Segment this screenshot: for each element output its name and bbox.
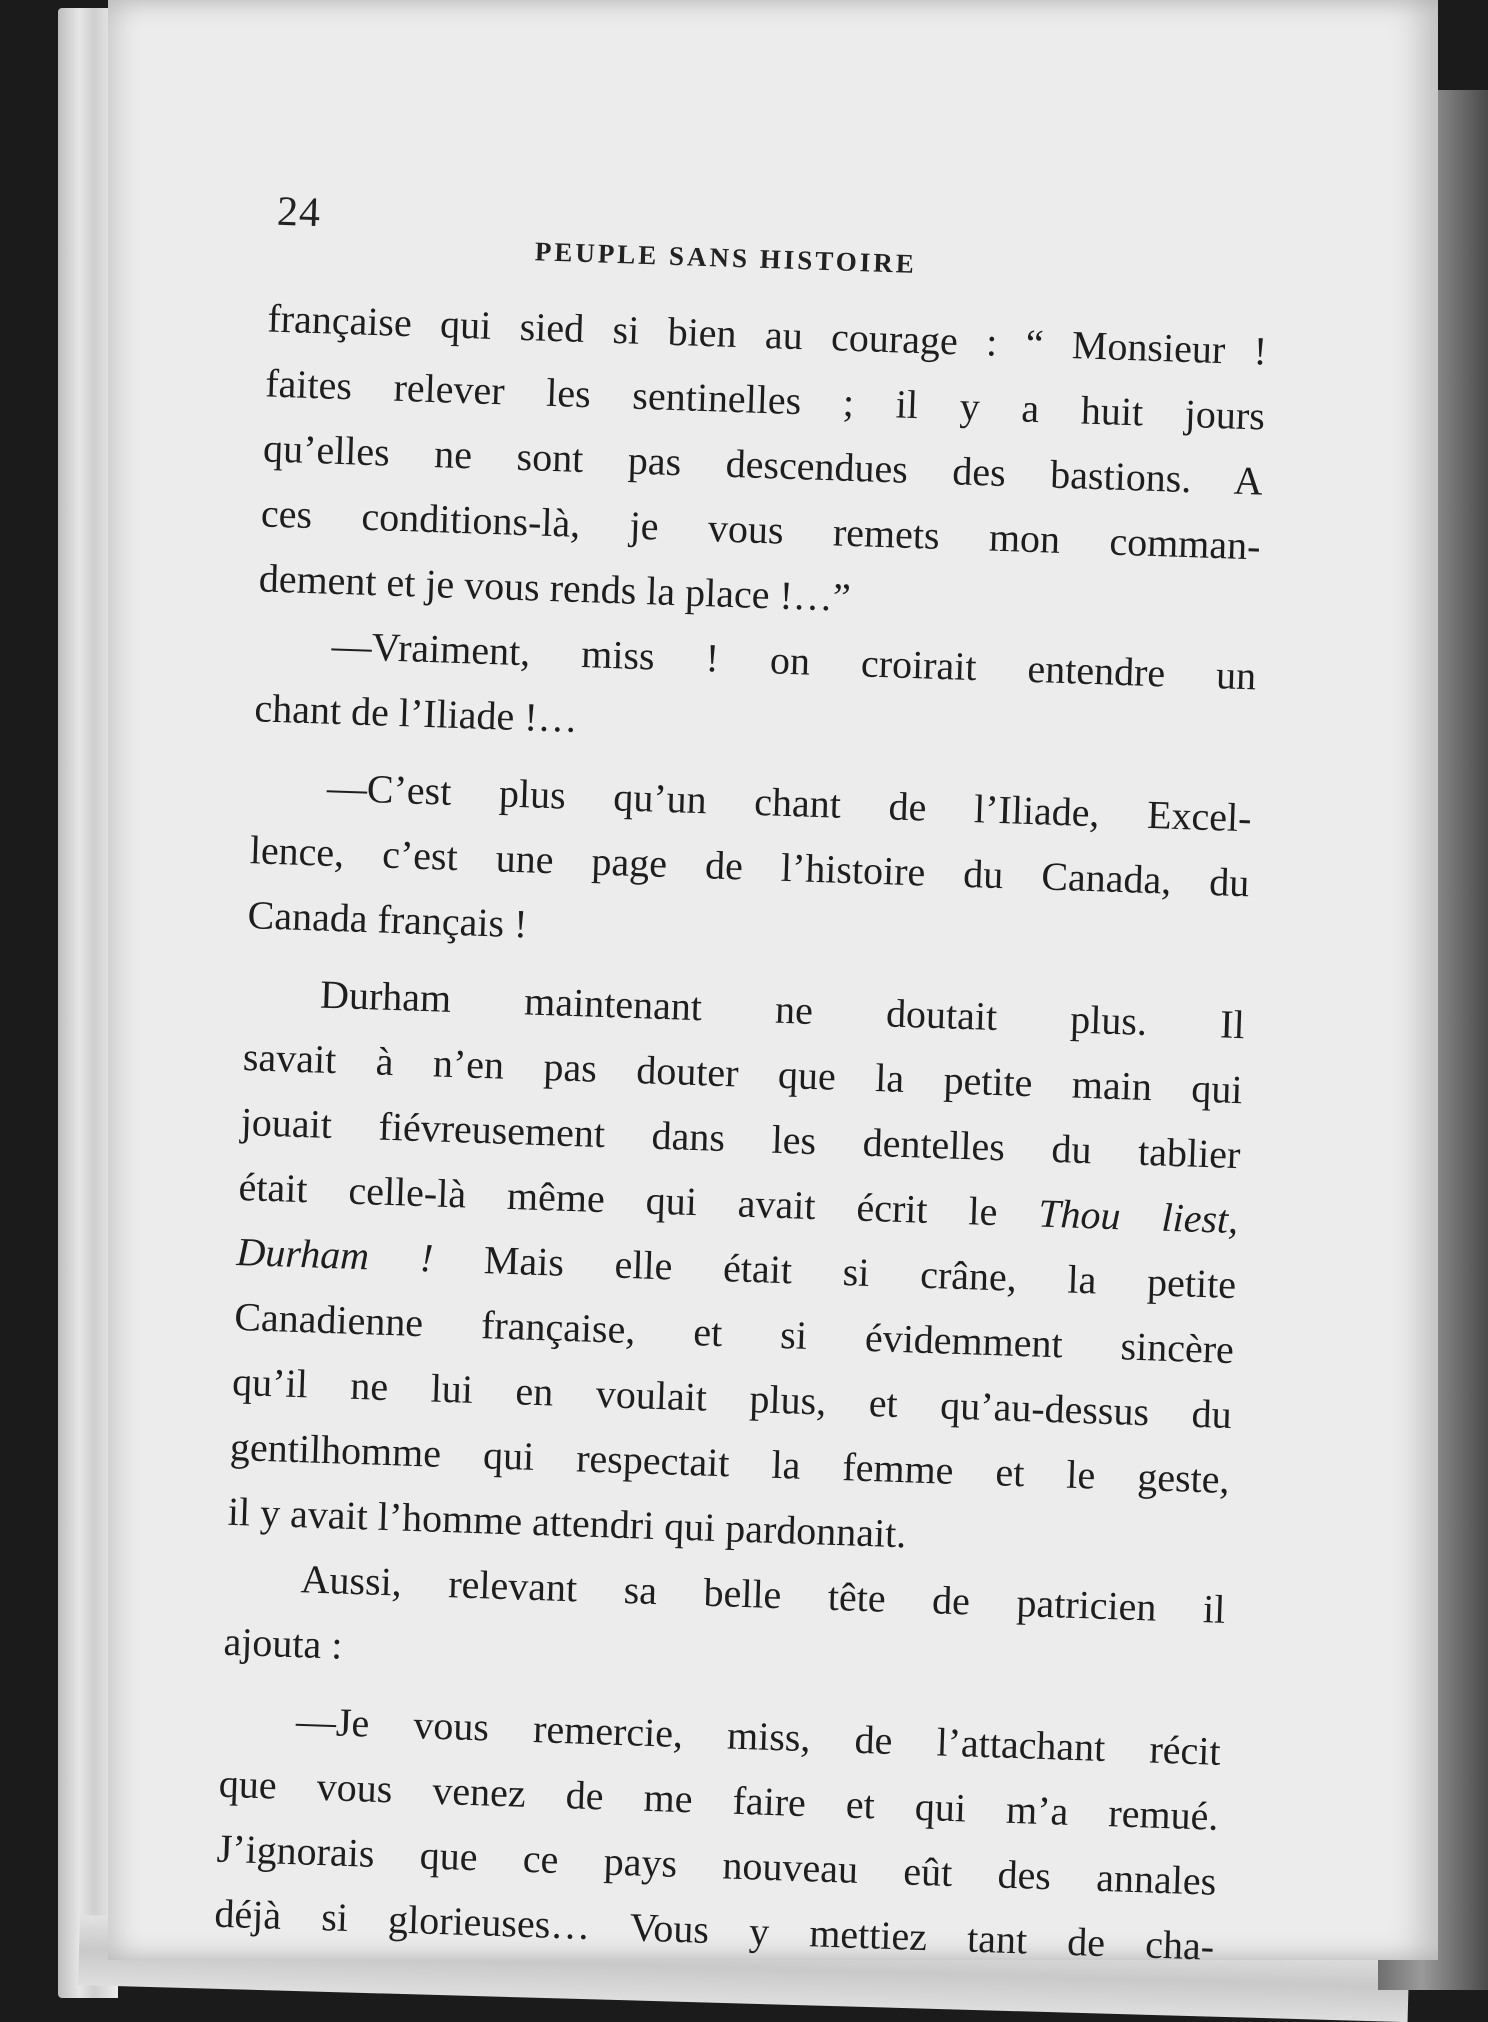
text-line: —Je vous remercie, miss, de l’attachant récit bbox=[295, 1698, 1222, 1774]
text-segment: Mais elle était si crâne, la petite bbox=[483, 1237, 1237, 1308]
text-line: jouait fiévreusement dans les dentelles du tablier bbox=[240, 1099, 1242, 1178]
text-line: J’ignorais que ce pays nouveau eût des annales bbox=[216, 1825, 1217, 1904]
body-text bbox=[214, 285, 1269, 1978]
text-line: Canadienne française, et si évidemment sincère bbox=[233, 1293, 1235, 1373]
page-content bbox=[43, 0, 1437, 2003]
italic-quote: Thou liest, bbox=[1037, 1190, 1239, 1243]
text-line: dement et je vous rends la place !…” bbox=[258, 555, 852, 620]
text-line: savait à n’en pas douter que la petite main qui bbox=[242, 1034, 1244, 1113]
text-line: déjà si glorieuses… Vous y mettiez tant de cha- bbox=[213, 1890, 1215, 1969]
book-page bbox=[108, 0, 1438, 1969]
text-line: —Vraiment, miss ! on croirait entendre un bbox=[330, 622, 1257, 699]
text-line: —C’est plus qu’un chant de l’Iliade, Excel- bbox=[326, 764, 1253, 841]
text-line: il y avait l’homme attendri qui pardonnait. bbox=[227, 1488, 908, 1557]
text-line: Aussi, relevant sa belle tête de patricien il bbox=[300, 1556, 1226, 1632]
running-title: PEUPLE SANS HISTOIRE bbox=[534, 236, 918, 279]
text-line: française qui sied si bien au courage : “ Monsieur ! bbox=[266, 295, 1268, 374]
text-line: gentilhomme qui respectait la femme et le geste, bbox=[229, 1423, 1231, 1502]
text-line: ajouta : bbox=[222, 1618, 344, 1668]
text-line: Durham maintenant ne doutait plus. Il bbox=[319, 971, 1246, 1048]
text-line: Canada français ! bbox=[247, 892, 529, 947]
text-line: qu’il ne lui en voulait plus, et qu’au-dessus du bbox=[231, 1358, 1233, 1438]
text-segment: était celle-là même qui avait écrit le bbox=[237, 1163, 999, 1235]
page-number: 24 bbox=[276, 188, 322, 237]
text-line: faites relever les sentinelles ; il y a huit jours bbox=[264, 360, 1266, 439]
text-line: ces conditions-là, je vous remets mon comman- bbox=[260, 490, 1262, 569]
text-line: qu’elles ne sont pas descendues des bastions. A bbox=[262, 425, 1264, 504]
text-line: que vous venez de me faire et qui m’a remué. bbox=[218, 1760, 1220, 1839]
italic-quote: Durham ! bbox=[235, 1228, 434, 1281]
text-line: lence, c’est une page de l’histoire du Canada, du bbox=[249, 827, 1251, 906]
text-line: chant de l’Iliade !… bbox=[253, 685, 579, 741]
